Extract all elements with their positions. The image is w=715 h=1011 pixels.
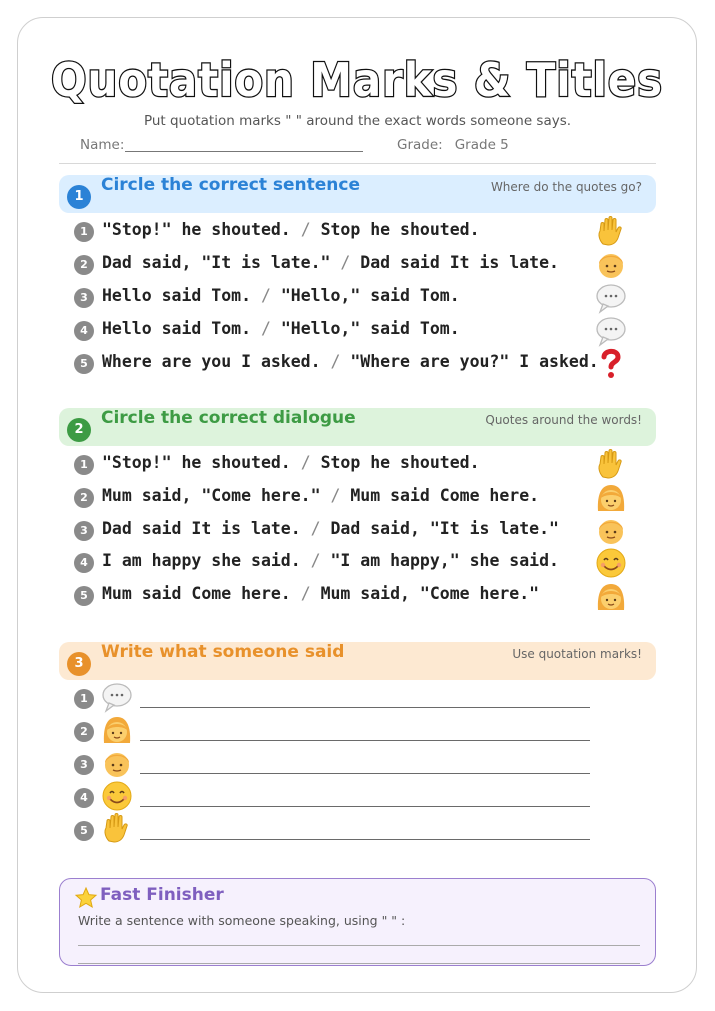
option-a[interactable]: "Stop!" he shouted. [102, 453, 291, 472]
raised-hand-icon [594, 447, 628, 481]
option-a[interactable]: I am happy she said. [102, 551, 301, 570]
section-hint: Where do the quotes go? [490, 180, 642, 194]
item-number: 5 [74, 586, 94, 606]
item-number: 3 [74, 521, 94, 541]
option-a[interactable]: Dad said, "It is late." [102, 253, 331, 272]
item-number: 1 [74, 222, 94, 242]
option-a[interactable]: "Stop!" he shouted. [102, 220, 291, 239]
smiley-face-icon [594, 546, 628, 580]
section-2-header [59, 408, 656, 446]
header-divider [59, 163, 656, 164]
option-separator: / [260, 286, 271, 305]
writing-line[interactable] [140, 707, 590, 708]
boy-face-icon [100, 746, 134, 780]
item-number: 4 [74, 553, 94, 573]
fast-finisher-title: Fast Finisher [100, 885, 224, 905]
grade-label: Grade: [397, 137, 443, 153]
fast-finisher-box [59, 878, 656, 966]
speech-bubble-icon [594, 314, 628, 348]
option-b[interactable]: "I am happy," she said. [330, 551, 559, 570]
item-number: 5 [74, 354, 94, 374]
raised-hand-icon [594, 214, 628, 248]
writing-line[interactable] [78, 963, 640, 964]
item-number: 1 [74, 689, 94, 709]
option-a[interactable]: Mum said, "Come here." [102, 486, 321, 505]
section-1-header [59, 175, 656, 213]
woman-face-icon [594, 580, 628, 614]
section-title: Circle the correct dialogue [101, 408, 356, 428]
item-number: 3 [74, 755, 94, 775]
option-b[interactable]: Mum said, "Come here." [320, 584, 540, 603]
smiley-face-icon [100, 779, 134, 813]
speech-bubble-icon [594, 281, 628, 315]
grade-value: Grade 5 [454, 137, 509, 153]
option-b[interactable]: "Hello," said Tom. [280, 319, 460, 338]
option-b[interactable]: Stop he shouted. [320, 220, 480, 239]
name-field-line[interactable] [125, 151, 363, 152]
option-b[interactable]: Dad said It is late. [360, 253, 559, 272]
raised-hand-icon [100, 811, 134, 845]
item-number: 2 [74, 255, 94, 275]
boy-face-icon [594, 247, 628, 281]
option-separator: / [260, 319, 271, 338]
option-b[interactable]: Mum said Come here. [350, 486, 540, 505]
red-question-mark-icon [594, 346, 628, 380]
option-a[interactable]: Where are you I asked. [102, 352, 321, 371]
option-separator: / [310, 551, 321, 570]
woman-face-icon [594, 481, 628, 515]
option-a[interactable]: Dad said It is late. [102, 519, 301, 538]
section-3-header [59, 642, 656, 680]
option-b[interactable]: "Where are you?" I asked. [350, 352, 599, 371]
section-title: Circle the correct sentence [101, 175, 361, 195]
option-separator: / [300, 220, 311, 239]
option-separator: / [300, 453, 311, 472]
section-number: 2 [67, 418, 91, 442]
option-b[interactable]: Dad said, "It is late." [330, 519, 559, 538]
writing-line[interactable] [140, 773, 590, 774]
option-separator: / [330, 486, 341, 505]
option-separator: / [330, 352, 341, 371]
name-label: Name: [80, 137, 125, 153]
option-separator: / [310, 519, 321, 538]
option-separator: / [340, 253, 351, 272]
item-number: 4 [74, 788, 94, 808]
grade-field [397, 137, 509, 153]
option-a[interactable]: Hello said Tom. [102, 319, 252, 338]
item-number: 5 [74, 821, 94, 841]
section-number: 1 [67, 185, 91, 209]
star-icon [74, 886, 98, 910]
woman-face-icon [100, 713, 134, 747]
writing-line[interactable] [140, 740, 590, 741]
worksheet-title [0, 38, 715, 118]
subtitle: Put quotation marks " " around the exact words someone says. [143, 113, 572, 129]
option-separator: / [300, 584, 311, 603]
section-title: Write what someone said [101, 642, 345, 662]
writing-line[interactable] [140, 839, 590, 840]
section-hint: Use quotation marks! [512, 647, 642, 661]
section-number: 3 [67, 652, 91, 676]
item-number: 2 [74, 488, 94, 508]
option-a[interactable]: Mum said Come here. [102, 584, 291, 603]
writing-line[interactable] [140, 806, 590, 807]
writing-line[interactable] [78, 945, 640, 946]
item-number: 4 [74, 321, 94, 341]
item-number: 3 [74, 288, 94, 308]
item-number: 2 [74, 722, 94, 742]
item-number: 1 [74, 455, 94, 475]
speech-bubble-icon [100, 680, 134, 714]
option-a[interactable]: Hello said Tom. [102, 286, 252, 305]
section-hint: Quotes around the words! [485, 413, 642, 427]
option-b[interactable]: Stop he shouted. [320, 453, 480, 472]
fast-finisher-instruction: Write a sentence with someone speaking, using " " : [78, 913, 406, 928]
option-b[interactable]: "Hello," said Tom. [280, 286, 460, 305]
title-text: Quotation Marks & Titles [51, 53, 663, 107]
boy-face-icon [594, 513, 628, 547]
